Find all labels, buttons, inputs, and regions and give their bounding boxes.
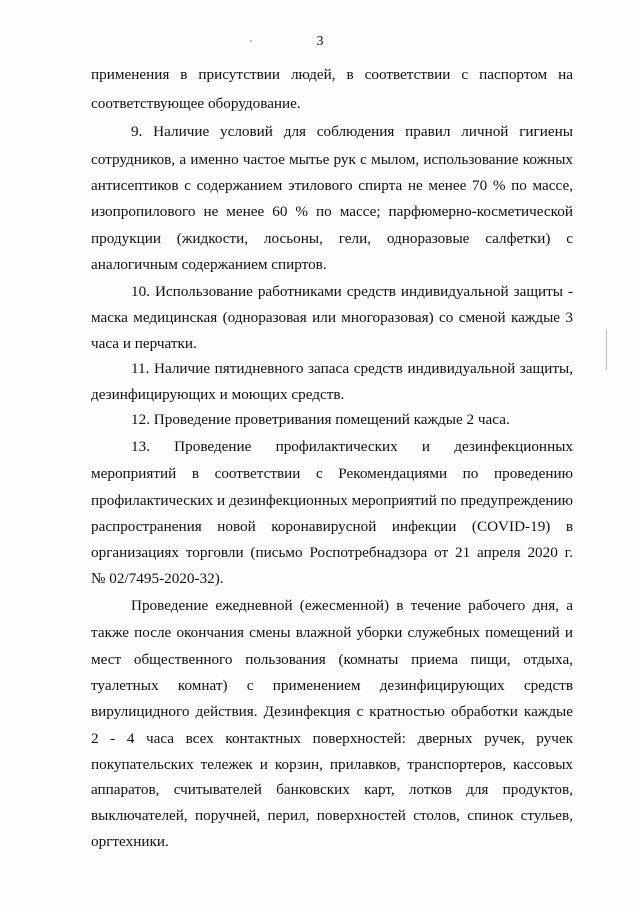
text-line: профилактических и дезинфекционных мероприятий по предупреждению <box>91 492 573 509</box>
scan-artifact <box>250 40 252 42</box>
text-line: оргтехники. <box>91 833 169 850</box>
text-line: дезинфицирующих и моющих средств. <box>91 386 345 403</box>
text-line: 13. Проведение профилактических и дезинфекционных <box>131 438 573 455</box>
text-line: аппаратов, считывателей банковских карт, лотков для продуктов, <box>91 781 573 798</box>
text-line: 12. Проведение проветривания помещений каждые 2 часа. <box>131 411 510 428</box>
text-line: также после окончания смены влажной уборки служебных помещений и <box>91 624 573 641</box>
text-line: туалетных комнат) с применением дезинфицирующих средств <box>91 677 573 694</box>
text-line: вирулицидного действия. Дезинфекция с кратностью обработки каждые <box>91 703 573 720</box>
text-line: мест общественного пользования (комнаты приема пищи, отдыха, <box>91 651 573 668</box>
text-line: № 02/7495-2020-32). <box>91 570 224 587</box>
page-number: 3 <box>316 34 324 49</box>
text-line: мероприятий в соответствии с Рекомендациями по проведению <box>91 465 573 482</box>
text-line: соответствующее оборудование. <box>91 95 301 112</box>
text-line: аналогичным содержанием спиртов. <box>91 256 327 273</box>
text-line: Проведение ежедневной (ежесменной) в течение рабочего дня, а <box>131 597 573 614</box>
text-line: 9. Наличие условий для соблюдения правил личной гигиены <box>131 123 573 140</box>
text-line: продукции (жидкости, лосьоны, гели, одноразовые салфетки) с <box>91 230 573 247</box>
text-line: 11. Наличие пятидневного запаса средств индивидуальной защиты, <box>131 360 573 377</box>
scan-artifact <box>606 330 607 370</box>
text-line: сотрудников, а именно частое мытье рук с мылом, использование кожных <box>91 151 573 168</box>
text-line: антисептиков с содержанием этилового спирта не менее 70 % по массе, <box>91 177 573 194</box>
text-line: организациях торговли (письмо Роспотребнадзора от 21 апреля 2020 г. <box>91 544 573 561</box>
text-line: часа и перчатки. <box>91 335 197 352</box>
text-line: покупательских тележек и корзин, прилавков, транспортеров, кассовых <box>91 756 573 773</box>
text-line: распространения новой коронавирусной инфекции (COVID-19) в <box>91 518 573 535</box>
text-line: выключателей, поручней, перил, поверхностей столов, спинок стульев, <box>91 807 573 824</box>
text-line: применения в присутствии людей, в соответствии с паспортом на <box>91 66 573 83</box>
text-line: 10. Использование работниками средств индивидуальной защиты - <box>131 283 573 300</box>
text-line: маска медицинская (одноразовая или многоразовая) со сменой каждые 3 <box>91 309 573 326</box>
text-line: 2 - 4 часа всех контактных поверхностей: дверных ручек, ручек <box>91 730 573 747</box>
text-line: изопропилового не менее 60 % по массе; парфюмерно-косметической <box>91 203 573 220</box>
